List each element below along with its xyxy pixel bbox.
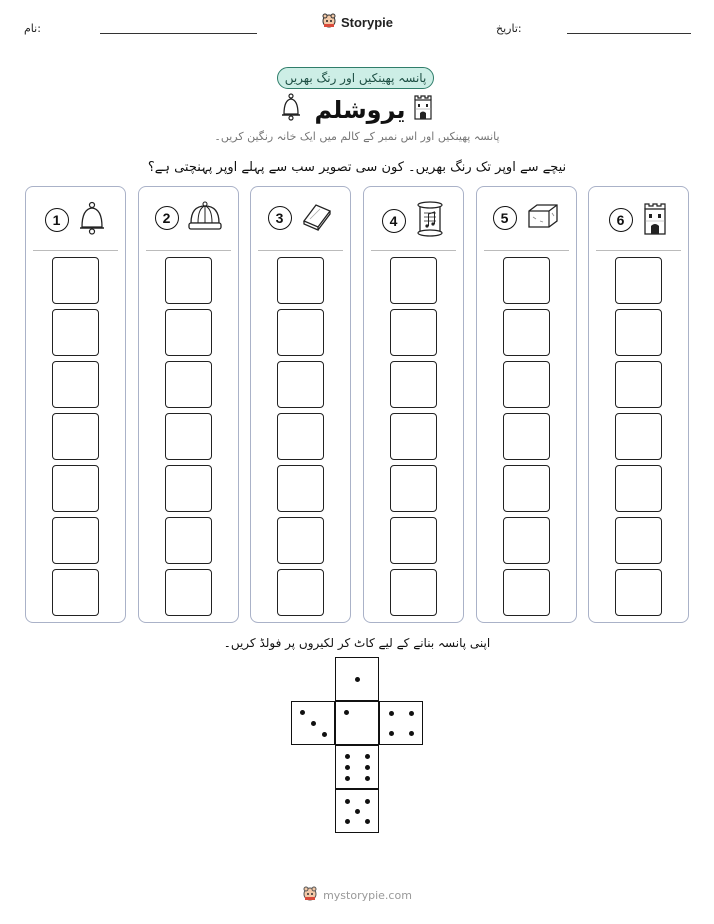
column-2 xyxy=(138,186,239,623)
pip xyxy=(345,819,350,824)
color-box[interactable] xyxy=(615,309,662,356)
column-3 xyxy=(250,186,351,623)
color-box[interactable] xyxy=(390,517,437,564)
die-face-top[interactable] xyxy=(335,657,379,701)
pip xyxy=(409,731,414,736)
color-box[interactable] xyxy=(165,257,212,304)
column-1 xyxy=(25,186,126,623)
stone-tablet-icon xyxy=(300,201,334,235)
pip xyxy=(355,677,360,682)
pip xyxy=(311,721,316,726)
pip xyxy=(409,711,414,716)
column-number: 1 xyxy=(45,208,69,232)
pip xyxy=(322,732,327,737)
column-divider xyxy=(484,250,569,251)
question: نیچے سے اوپر تک رنگ بھریں۔ کون سی تصویر سب سے پہلے اوپر پہنچتی ہے؟ xyxy=(147,160,567,175)
color-box[interactable] xyxy=(390,569,437,616)
cap-icon xyxy=(187,201,223,235)
pip xyxy=(345,765,350,770)
color-box[interactable] xyxy=(52,309,99,356)
color-box[interactable] xyxy=(390,465,437,512)
color-box[interactable] xyxy=(615,517,662,564)
color-box[interactable] xyxy=(503,413,550,460)
tower-icon xyxy=(412,94,434,124)
pip xyxy=(345,754,350,759)
column-number: 4 xyxy=(382,209,406,233)
pip xyxy=(344,710,349,715)
die-face-left[interactable] xyxy=(291,701,335,745)
pip xyxy=(345,799,350,804)
page-title: یروشلم xyxy=(314,96,406,124)
fold-instruction: اپنی پانسہ بنانے کے لیے کاٹ کر لکیروں پر فولڈ کریں۔ xyxy=(223,636,491,650)
column-divider xyxy=(371,250,456,251)
pip xyxy=(365,776,370,781)
color-box[interactable] xyxy=(277,465,324,512)
column-number: 3 xyxy=(268,206,292,230)
color-box[interactable] xyxy=(615,569,662,616)
pip xyxy=(365,819,370,824)
color-box[interactable] xyxy=(52,257,99,304)
color-box[interactable] xyxy=(277,517,324,564)
color-box[interactable] xyxy=(503,361,550,408)
tower-icon xyxy=(641,201,669,239)
color-box[interactable] xyxy=(52,361,99,408)
column-divider xyxy=(33,250,118,251)
storypie-mascot-icon xyxy=(321,12,337,32)
die-face-bottom[interactable] xyxy=(335,789,379,833)
column-divider xyxy=(146,250,231,251)
pip xyxy=(389,711,394,716)
pip xyxy=(355,809,360,814)
color-box[interactable] xyxy=(52,569,99,616)
color-box[interactable] xyxy=(615,257,662,304)
color-box[interactable] xyxy=(503,517,550,564)
column-number: 6 xyxy=(609,208,633,232)
color-box[interactable] xyxy=(503,569,550,616)
color-box[interactable] xyxy=(503,465,550,512)
die-face-below[interactable] xyxy=(335,745,379,789)
column-4 xyxy=(363,186,464,623)
storypie-mascot-icon xyxy=(302,885,318,905)
column-5 xyxy=(476,186,577,623)
brand-logo xyxy=(0,12,714,32)
color-box[interactable] xyxy=(277,309,324,356)
die-face-right[interactable] xyxy=(379,701,423,745)
pip xyxy=(300,710,305,715)
color-box[interactable] xyxy=(277,413,324,460)
footer xyxy=(0,885,714,905)
color-box[interactable] xyxy=(165,413,212,460)
scroll-icon xyxy=(414,201,446,241)
name-line[interactable] xyxy=(100,33,257,34)
date-label: تاریخ: xyxy=(496,22,522,35)
color-box[interactable] xyxy=(390,309,437,356)
pip xyxy=(365,765,370,770)
pip xyxy=(345,776,350,781)
instructions: پانسہ پھینکیں اور اس نمبر کے کالم میں ایک خانہ رنگین کریں۔ xyxy=(214,130,500,143)
color-box[interactable] xyxy=(277,361,324,408)
column-divider xyxy=(258,250,343,251)
color-box[interactable] xyxy=(165,569,212,616)
color-box[interactable] xyxy=(390,413,437,460)
bell-icon xyxy=(77,201,107,239)
color-box[interactable] xyxy=(277,257,324,304)
color-box[interactable] xyxy=(165,517,212,564)
color-box[interactable] xyxy=(390,257,437,304)
column-6 xyxy=(588,186,689,623)
pip xyxy=(365,799,370,804)
color-box[interactable] xyxy=(615,361,662,408)
die-face-center[interactable] xyxy=(335,701,379,745)
column-divider xyxy=(596,250,681,251)
column-number: 5 xyxy=(493,206,517,230)
footer-url: mystorypie.com xyxy=(323,888,412,902)
color-box[interactable] xyxy=(615,465,662,512)
color-box[interactable] xyxy=(165,465,212,512)
color-box[interactable] xyxy=(503,309,550,356)
color-box[interactable] xyxy=(165,361,212,408)
color-box[interactable] xyxy=(52,517,99,564)
date-line[interactable] xyxy=(567,33,691,34)
color-box[interactable] xyxy=(503,257,550,304)
color-box[interactable] xyxy=(615,413,662,460)
activity-banner: پانسہ پھینکیں اور رنگ بھریں xyxy=(277,67,434,89)
brand-name: Storypie xyxy=(340,14,393,30)
color-box[interactable] xyxy=(165,309,212,356)
color-box[interactable] xyxy=(52,413,99,460)
color-box[interactable] xyxy=(52,465,99,512)
color-box[interactable] xyxy=(390,361,437,408)
pip xyxy=(389,731,394,736)
color-box[interactable] xyxy=(277,569,324,616)
name-label: نام: xyxy=(24,22,41,35)
pip xyxy=(365,754,370,759)
stone-block-icon xyxy=(525,201,561,235)
column-number: 2 xyxy=(155,206,179,230)
